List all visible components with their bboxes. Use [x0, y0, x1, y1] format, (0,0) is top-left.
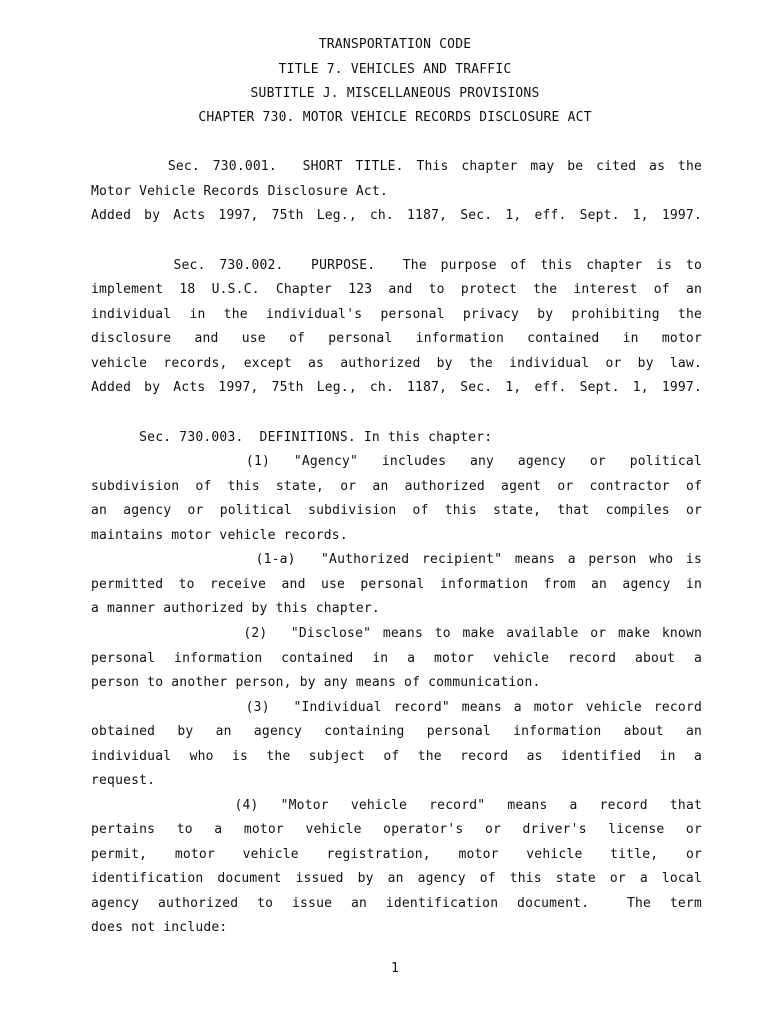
- body-line: Motor Vehicle Records Disclosure Act.: [91, 184, 388, 199]
- code-heading: TRANSPORTATION CODE: [318, 37, 472, 52]
- body-line: Sec. 730.003. DEFINITIONS. In this chapter:: [91, 430, 493, 445]
- body-line: individual in the individual's personal privacy by prohibiting the: [91, 307, 702, 322]
- body-line: person to another person, by any means of communication.: [91, 675, 541, 690]
- body-line: Sec. 730.002. PURPOSE. The purpose of this chapter is to: [91, 258, 702, 273]
- body-line: obtained by an agency containing personal information about an: [91, 724, 702, 739]
- body-line: agency authorized to issue an identification document. The term: [91, 896, 702, 911]
- body-line: (2) "Disclose" means to make available or make known: [91, 626, 702, 641]
- body-line: a manner authorized by this chapter.: [91, 601, 380, 616]
- body-line: personal information contained in a motor vehicle record about a: [91, 651, 702, 666]
- body-line: does not include:: [91, 920, 228, 935]
- body-line: disclosure and use of personal information contained in motor: [91, 331, 702, 346]
- body-line: (4) "Motor vehicle record" means a record that: [91, 798, 702, 813]
- body-line: an agency or political subdivision of this state, that compiles or: [91, 503, 702, 518]
- body-line: pertains to a motor vehicle operator's or driver's license or: [91, 822, 702, 837]
- chapter-heading: CHAPTER 730. MOTOR VEHICLE RECORDS DISCLOSURE ACT: [198, 110, 592, 125]
- title-heading: TITLE 7. VEHICLES AND TRAFFIC: [278, 62, 512, 77]
- history-note: Added by Acts 1997, 75th Leg., ch. 1187, Sec. 1, eff. Sept. 1, 1997.: [91, 208, 702, 223]
- body-line: permit, motor vehicle registration, motor vehicle title, or: [91, 847, 702, 862]
- body-line: (3) "Individual record" means a motor vehicle record: [91, 700, 702, 715]
- body-line: vehicle records, except as authorized by the individual or by law.: [91, 356, 702, 371]
- body-line: (1) "Agency" includes any agency or political: [91, 454, 702, 469]
- page-number: 1: [390, 961, 400, 976]
- body-line: implement 18 U.S.C. Chapter 123 and to protect the interest of an: [91, 282, 702, 297]
- subtitle-heading: SUBTITLE J. MISCELLANEOUS PROVISIONS: [250, 86, 540, 101]
- body-line: maintains motor vehicle records.: [91, 528, 348, 543]
- body-line: subdivision of this state, or an authorized agent or contractor of: [91, 479, 702, 494]
- body-line: request.: [91, 773, 156, 788]
- body-line: (1-a) "Authorized recipient" means a person who is: [91, 552, 702, 567]
- history-note: Added by Acts 1997, 75th Leg., ch. 1187, Sec. 1, eff. Sept. 1, 1997.: [91, 380, 702, 395]
- body-line: permitted to receive and use personal information from an agency in: [91, 577, 702, 592]
- body-line: identification document issued by an agency of this state or a local: [91, 871, 702, 886]
- body-line: Sec. 730.001. SHORT TITLE. This chapter may be cited as the: [91, 159, 702, 174]
- body-line: individual who is the subject of the record as identified in a: [91, 749, 702, 764]
